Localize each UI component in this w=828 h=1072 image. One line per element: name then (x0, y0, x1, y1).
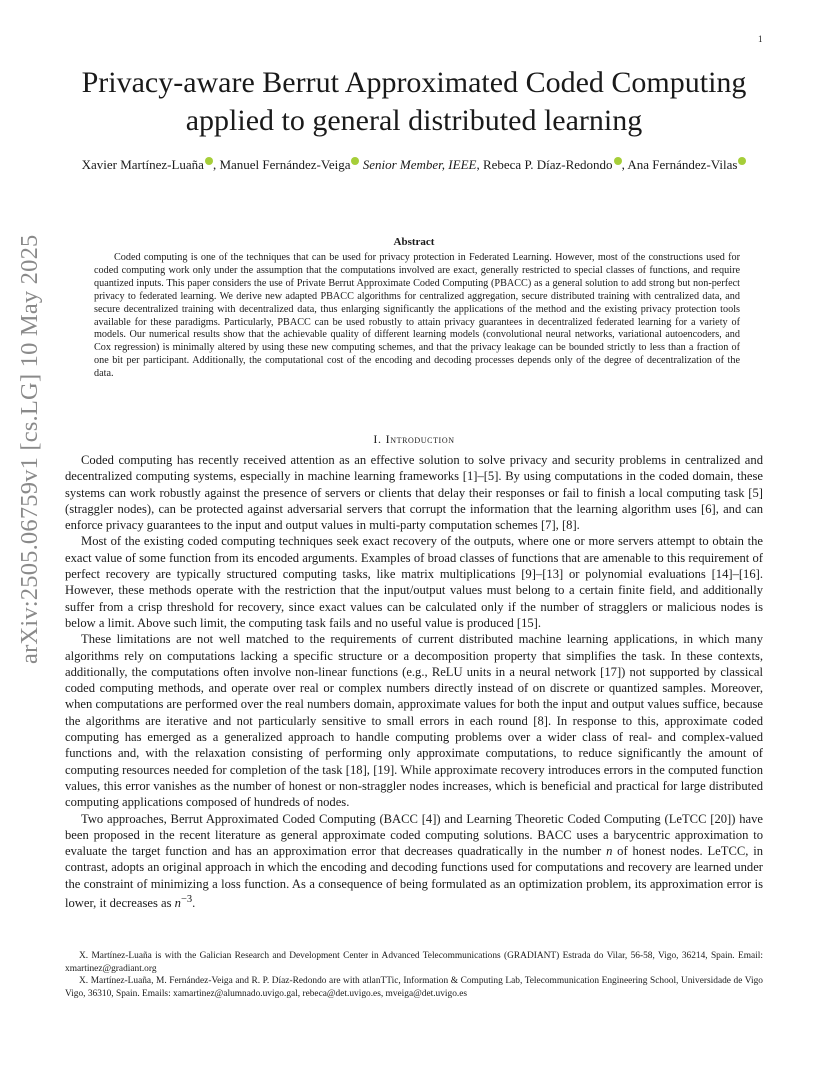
arxiv-stamp: arXiv:2505.06759v1 [cs.LG] 10 May 2025 (16, 234, 43, 664)
paper-title: Privacy-aware Berrut Approximated Coded Computing applied to general distributed learning (81, 66, 747, 137)
page-number: 1 (758, 34, 763, 44)
section-number: I. (373, 432, 382, 446)
abstract-body: Coded computing is one of the techniques that can be used for privacy protection in Federated Learning. However, most of the constructions used for coded computing work only under the assumption that the computations involved are exact, generally restricted to special classes of functions, and require quantized inputs. This paper considers the use of Private Berrut Approximate Coded Computing (PBACC) as a general solution to add strong but non-perfect privacy to federated learning. We derive new adapted PBACC algorithms for centralized aggregation, secure distributed training with centralized data, and secure decentralized training with decentralized data, thus enlarging significantly the applications of the method and the existing privacy protection tools available for these paradigms. Particularly, PBACC can be used robustly to attain privacy guarantees in decentralized federated learning for a variety of models. Our numerical results show that the achievable quality of different learning models (convolutional neural networks, variational autoencoders, and Cox regression) is minimally altered by using these new computing schemes, and that the privacy leakage can be bounded strictly to less than a fraction of one bit per participant. Additionally, the computational cost of the encoding and decoding processes depends only of the degree of decentralization of the data. (94, 252, 740, 380)
footnotes (65, 950, 763, 1001)
abstract-heading: Abstract (393, 236, 435, 248)
author-name: Xavier Martínez-Luaña (81, 157, 204, 172)
orcid-icon[interactable] (205, 157, 213, 165)
author-name: Rebeca P. Díaz-Redondo (482, 157, 613, 172)
author-role: Senior Member, IEEE (362, 157, 477, 172)
paragraph (65, 811, 763, 912)
math-exponent: −3 (180, 894, 193, 906)
paragraph: These limitations are not well matched to the requirements of current distributed machine learning applications, in which many algorithms rely on computations lacking a specific structure or a decomposition property that simplifies the task. In these contexts, additionally, the computations often involve non-linear functions (e.g., ReLU units in a neural network [17]) not supported by classical coded computing methods, and operate over real or complex numbers directly instead of on discrete or quantized samples. Moreover, when computations are performed over the real numbers domain, approximate values for both the input and output values suffice, because the algorithms are iterative and not particularly sensitive to small errors in each round [8]. In response to this, approximate coded computing has emerged as a generalized approach to handle computing problems over a wider class of real- and complex-valued functions and, with the relaxation consisting of performing only approximate computations, to reduce significantly the amount of computing resources needed for completion of the task [18], [19]. While approximate recovery introduces errors in the computed function values, this error vanishes as the number of honest or non-straggler nodes increases, which is beneficial and practical for large distributed computing applications composed of hundreds of nodes. (65, 632, 763, 810)
footnote: X. Martínez-Luaña is with the Galician Research and Development Center in Advanced Telecommunications (GRADIANT) Estrada do Vilar, 56-58, Vigo, 36214, Spain. Email: xmartinez@gradiant.org (65, 951, 763, 974)
paragraph: Most of the existing coded computing techniques seek exact recovery of the outputs, where one or more servers attempt to obtain the exact value of some function from its encoded arguments. Examples of broad classes of functions that are amenable to this requirement of perfect recovery are typically structured computing tasks, like matrix multiplications [9]–[13] or polynomial evaluations [14]–[16]. However, these methods operate with the restriction that the input/output values must belong to a certain finite field, and additionally suffer from a crisp threshold for recovery, since exact values can be calculated only if the number of stragglers or malicious nodes is below a limit. Above such limit, the computing task fails and no useful value is produced [15]. (65, 534, 763, 630)
orcid-icon[interactable] (351, 157, 359, 165)
footnote: X. Martínez-Luaña, M. Fernández-Veiga and R. P. Díaz-Redondo are with atlanTTic, Information & Computing Lab, Telecommunication Engineering School, Universidade de Vigo Vigo, 36310, Spain. Emails: xamartinez@alumnado.uvigo.gal, rebeca@det.uvigo.es, mveiga@det.uvigo.es (65, 976, 763, 1000)
section-heading (0, 432, 828, 447)
paragraph: Coded computing has recently received attention as an effective solution to solve privacy and security problems in centralized and decentralized computing systems, especially in machine learning frameworks [1]–[5]. By using computations in the coded domain, these systems can work robustly against the presence of servers or clients that delay their responses or fail to finish a local computing task [5] (straggler nodes), can be protected against adversarial servers that corrupt the information that the learning algorithm uses [6], and can enforce privacy guarantees to the input and output values in multi-party computation schemes [7], [8]. (65, 453, 763, 533)
body-text (65, 452, 763, 912)
orcid-icon[interactable] (738, 157, 746, 165)
paragraph-text: . (192, 896, 196, 911)
author-name: Manuel Fernández-Veiga (219, 157, 351, 172)
math-variable: n (174, 896, 181, 911)
section-title: Introduction (385, 432, 455, 446)
paragraph-text: Two approaches, Berrut Approximated Coded Computing (BACC [4]) and Learning Theoretic Coded Computing (LeTCC [20]) have been proposed in the recent literature as general approximate coded computing solutions. BACC uses a barycentric approximation to evaluate the target function and has an approximation error that decreases quadratically in the number (65, 811, 763, 859)
paragraph-text: of honest nodes. LeTCC, in contrast, adopts an original approach in which the encoding and decoding functions used for computations and recovery are learned under the constraint of minimizing a loss function. As a consequence of being formulated as an optimization problem, its approximation error is lower, it decreases as (65, 844, 763, 911)
orcid-icon[interactable] (614, 157, 622, 165)
author-list: Xavier Martínez-Luaña , Manuel Fernández-Veiga Senior Member, IEEE, Rebeca P. Díaz-Redondo , Ana Fernández-Vilas (80, 156, 748, 174)
math-variable: n (606, 844, 613, 859)
author-name: Ana Fernández-Vilas (627, 157, 738, 172)
